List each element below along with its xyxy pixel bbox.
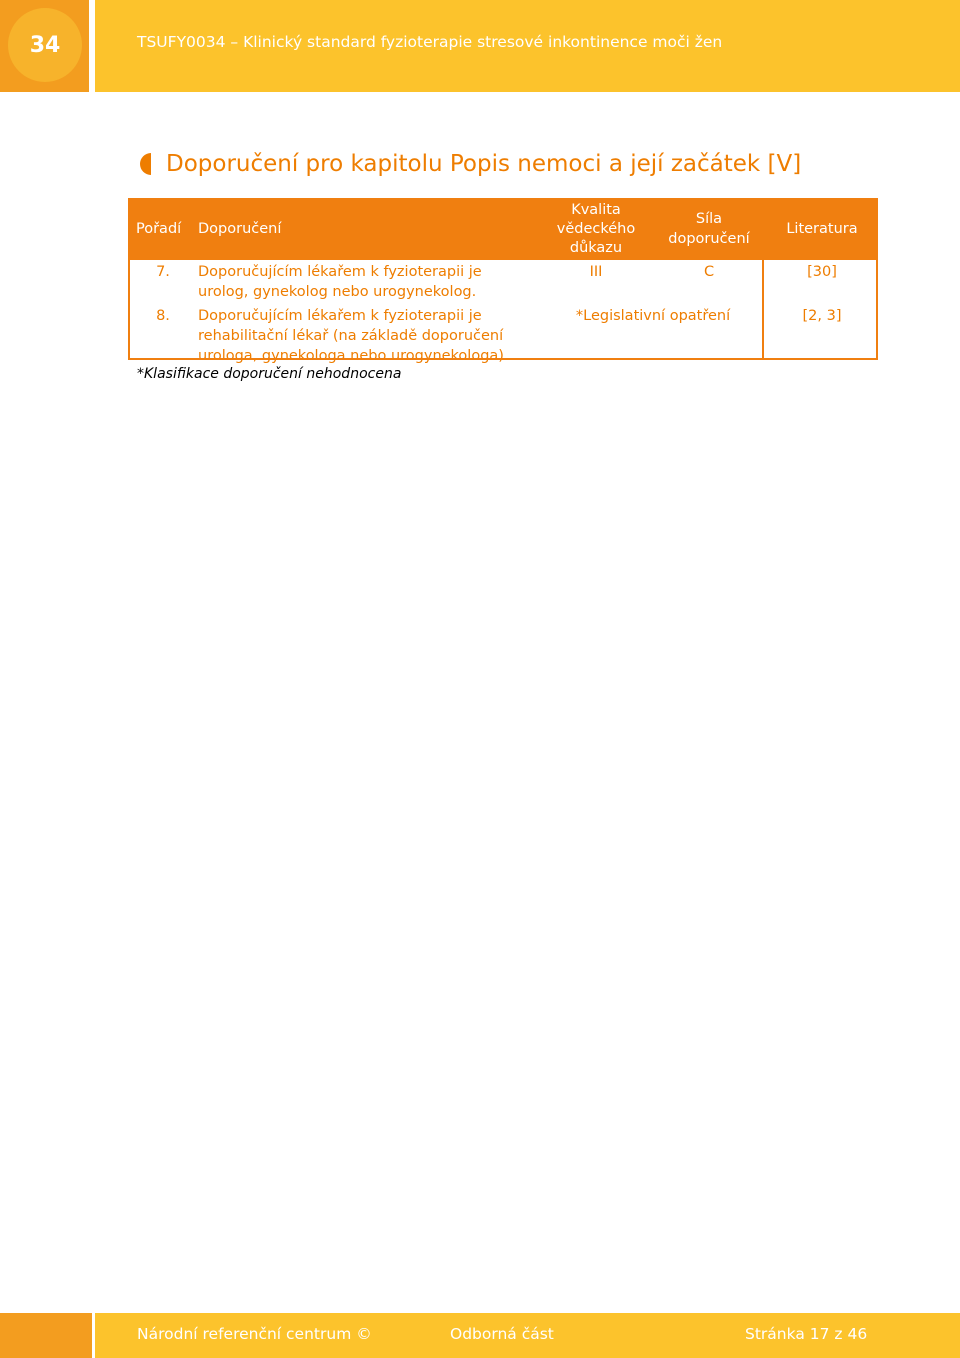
footer-section: Odborná část	[450, 1325, 554, 1343]
row-order: 7.	[156, 264, 170, 280]
page-footer	[0, 1313, 960, 1358]
page-number-box	[0, 0, 92, 92]
row-literature: [30]	[807, 264, 837, 280]
header-order: Pořadí	[128, 198, 194, 260]
page-header	[0, 0, 960, 92]
header-bar	[95, 0, 960, 92]
row-quality: III	[589, 264, 603, 280]
header-strength: Síla doporučení	[652, 198, 766, 260]
half-circle-icon	[140, 153, 151, 175]
header-recommendation: Doporučení	[194, 198, 540, 260]
table-header-row	[128, 198, 878, 260]
row-legislative-measure: *Legislativní opatření	[575, 308, 731, 324]
header-literature: Literatura	[766, 198, 878, 260]
section-heading	[140, 148, 801, 180]
footer-page-count: Stránka 17 z 46	[745, 1325, 868, 1343]
row-order: 8.	[156, 308, 170, 324]
row-recommendation: Doporučujícím lékařem k fyzioterapii je urolog, gynekolog nebo urogynekolog.	[198, 264, 482, 300]
document-title: TSUFY0034 – Klinický standard fyzioterapie stresové inkontinence moči žen	[137, 33, 723, 51]
header-quality: Kvalita vědeckého důkazu	[540, 198, 652, 260]
page-number: 34	[8, 8, 82, 82]
footer-bar	[95, 1313, 960, 1358]
row-strength: C	[703, 264, 715, 280]
table-divider	[762, 198, 764, 360]
row-recommendation: Doporučujícím lékařem k fyzioterapii je rehabilitační lékař (na základě doporučení urologa, gynekologa nebo urogynekologa).	[198, 308, 509, 364]
footer-organization: Národní referenční centrum ©	[137, 1325, 372, 1343]
table-row	[128, 260, 878, 304]
table-row	[128, 304, 878, 368]
footer-left-box	[0, 1313, 92, 1358]
row-literature: [2, 3]	[802, 308, 842, 324]
table-footnote: *Klasifikace doporučení nehodnocena	[137, 366, 402, 382]
section-title: Doporučení pro kapitolu Popis nemoci a její začátek [V]	[166, 151, 802, 177]
recommendation-table	[128, 198, 878, 368]
